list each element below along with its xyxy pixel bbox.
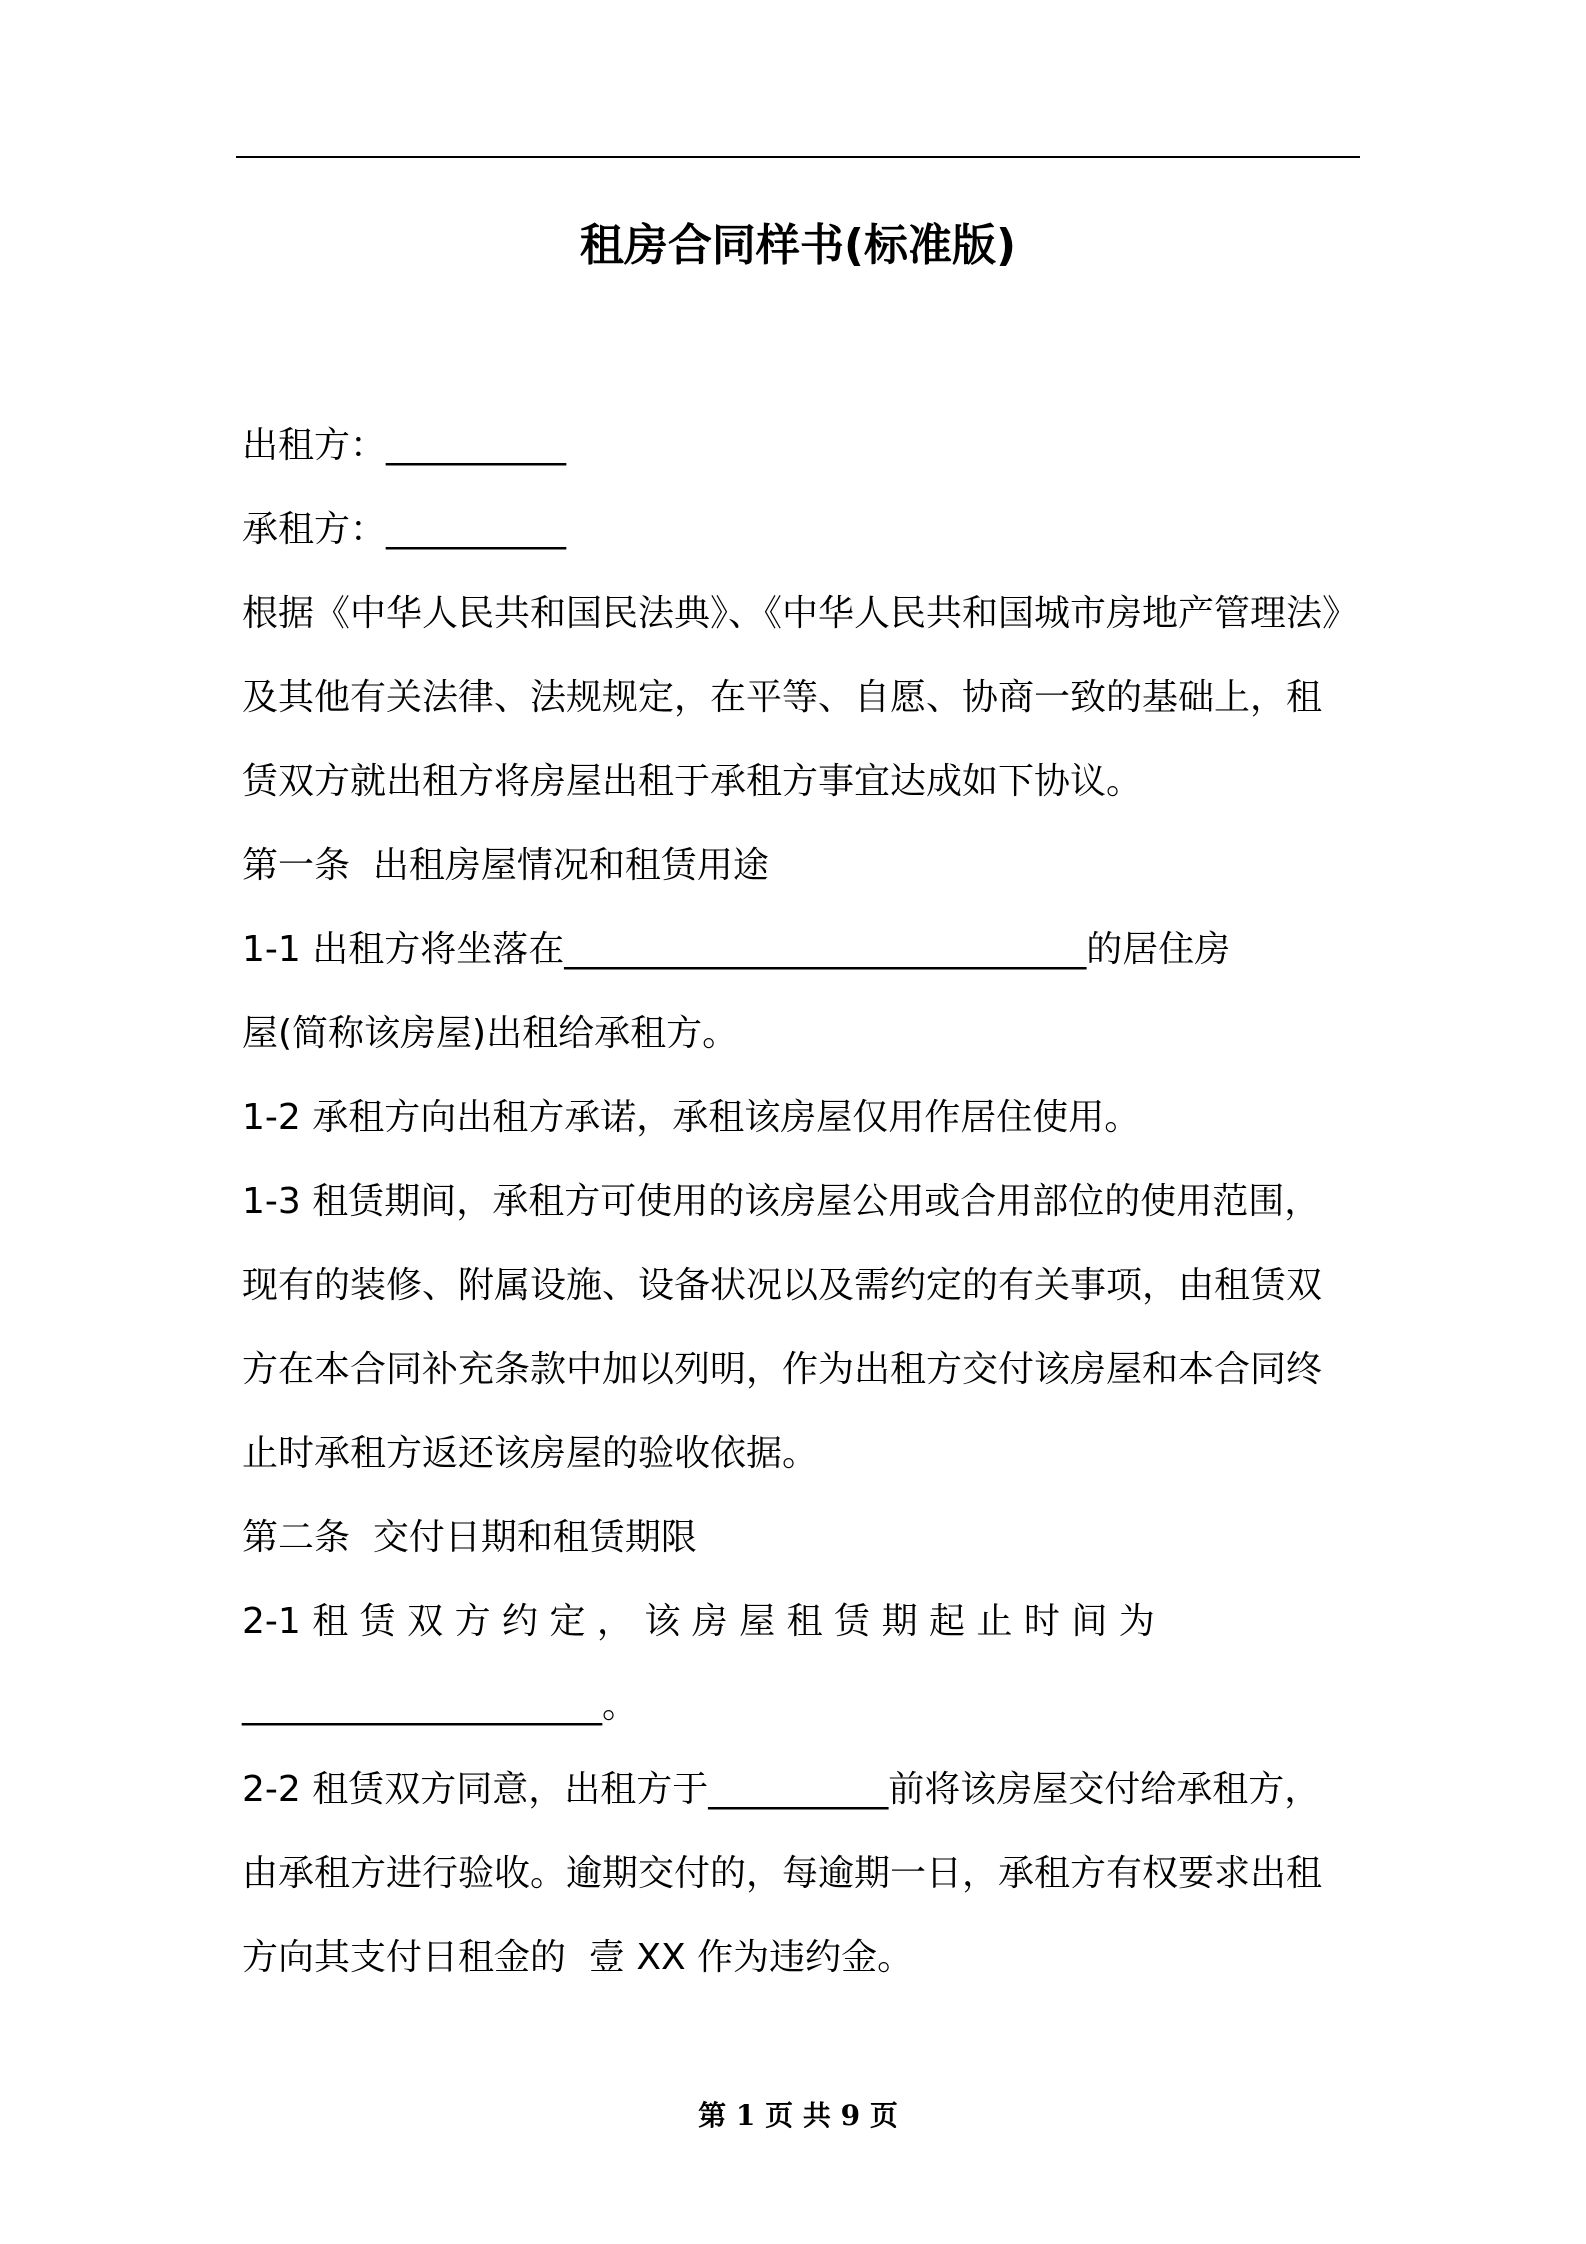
clause-1-3-line-1: 1-3 租赁期间，承租方可使用的该房屋公用或合用部位的使用范围， <box>242 1181 1321 1222</box>
preamble-line-3: 赁双方就出租方将房屋出租于承租方事宜达成如下协议。 <box>242 761 1143 802</box>
page-indicator: 第 1 页 共 9 页 <box>698 2099 898 2132</box>
contract-body <box>242 404 1357 2000</box>
clause-1-1-line-2: 屋(简称该房屋)出租给承租方。 <box>242 1013 739 1054</box>
article-2-heading: 第二条 交付日期和租赁期限 <box>242 1517 697 1558</box>
lessee-line: 承租方：__________ <box>242 509 567 550</box>
header-rule <box>236 156 1360 158</box>
clause-1-2: 1-2 承租方向出租方承诺，承租该房屋仅用作居住使用。 <box>242 1097 1141 1138</box>
clause-2-2-line-1: 2-2 租赁双方同意，出租方于__________前将该房屋交付给承租方， <box>242 1769 1321 1810</box>
clause-2-1-line-1: 2-1 租 赁 双 方 约 定 ， 该 房 屋 租 赁 期 起 止 时 间 为 <box>242 1601 1155 1642</box>
clause-1-3-line-3: 方在本合同补充条款中加以列明，作为出租方交付该房屋和本合同终 <box>242 1349 1323 1390</box>
clause-2-2-line-2: 由承租方进行验收。逾期交付的，每逾期一日，承租方有权要求出租 <box>242 1853 1323 1894</box>
clause-2-1-line-2: ____________________。 <box>242 1685 638 1726</box>
preamble-line-2: 及其他有关法律、法规规定，在平等、自愿、协商一致的基础上，租 <box>242 677 1323 718</box>
clause-1-1-line-1: 1-1 出租方将坐落在_____________________________的居住房 <box>242 929 1231 970</box>
document-title: 租房合同样书(标准版) <box>579 220 1017 271</box>
clause-1-3-line-2: 现有的装修、附属设施、设备状况以及需约定的有关事项，由租赁双 <box>242 1265 1323 1306</box>
lessor-line: 出租方：__________ <box>242 425 567 466</box>
clause-1-3-line-4: 止时承租方返还该房屋的验收依据。 <box>242 1433 819 1474</box>
clause-2-2-line-3: 方向其支付日租金的 壹 XX 作为违约金。 <box>242 1937 914 1978</box>
article-1-heading: 第一条 出租房屋情况和租赁用途 <box>242 845 769 886</box>
preamble-line-1: 根据《中华人民共和国民法典》、《中华人民共和国城市房地产管理法》 <box>242 593 1359 634</box>
